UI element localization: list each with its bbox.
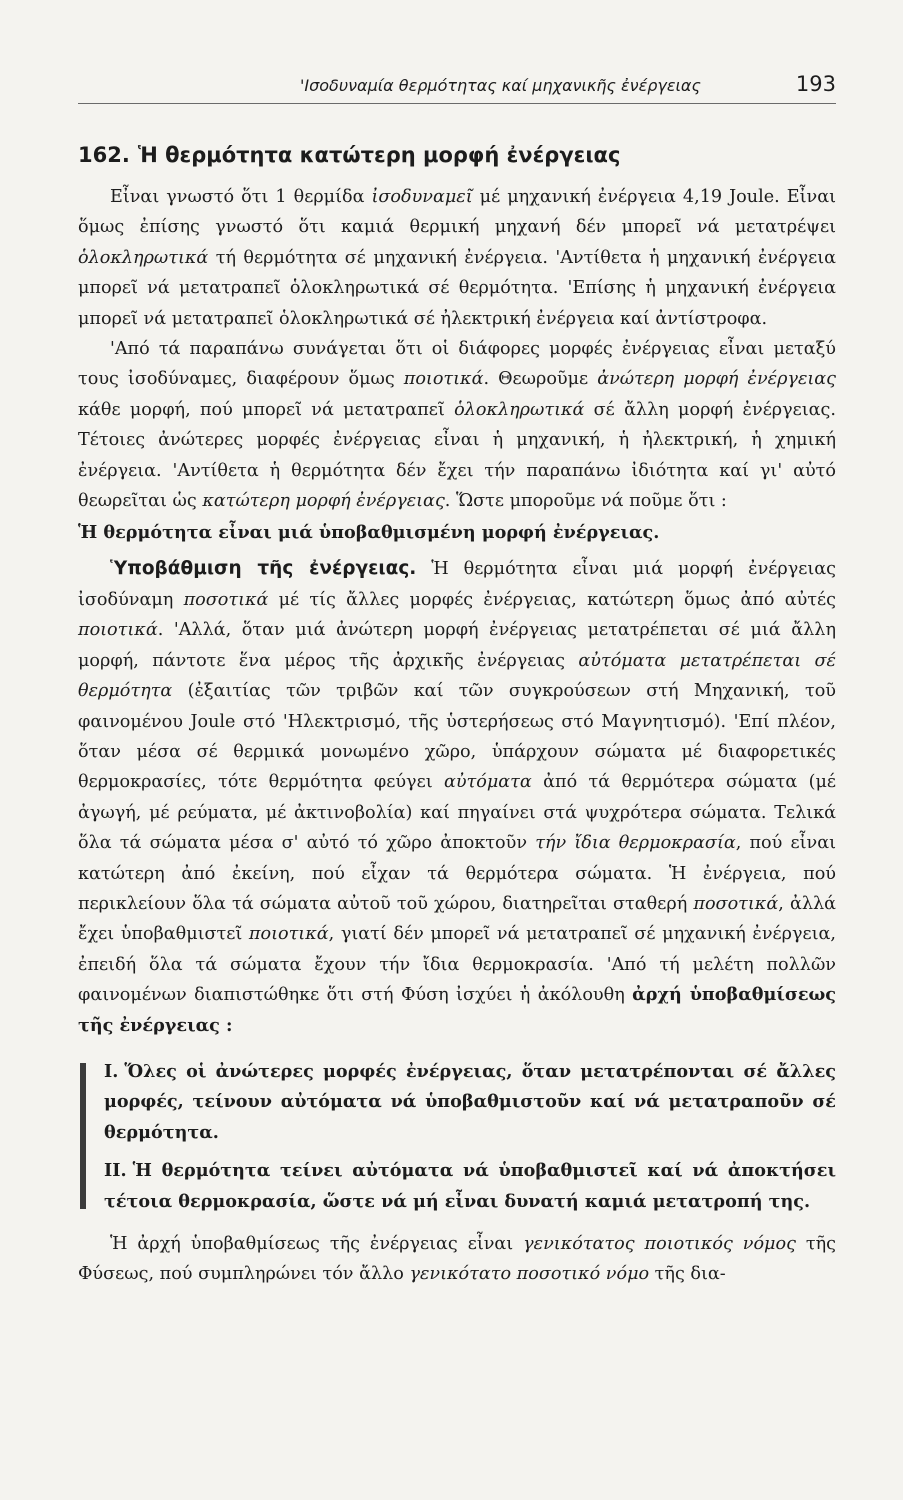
text-run: Ἡ ἀρχή ὑποβαθμίσεως τῆς ἐνέργειας εἶναι	[110, 1234, 524, 1254]
emphasis: ποσοτικά	[693, 893, 779, 914]
paragraph-4	[78, 1229, 836, 1290]
text-run: . Ὥστε μποροῦμε νά ποῦμε ὅτι :	[444, 491, 727, 512]
running-title: 'Ισοδυναμία θερμότητας καί μηχανικῆς ἐνέργειας	[300, 76, 701, 95]
section-title: Ἡ θερμότητα κατώτερη μορφή ἐνέργειας	[137, 143, 621, 167]
law-number: I.	[104, 1060, 119, 1082]
page-body	[78, 140, 836, 1290]
section-number: 162.	[78, 143, 130, 167]
emphasis: κατώτερη μορφή ἐνέργειας	[202, 491, 445, 512]
text-run: μέ τίς ἄλλες μορφές ἐνέργειας, κατώτερη ὅμως ἀπό αὐτές	[268, 589, 836, 610]
paragraph-1	[78, 182, 836, 334]
law-text: Ὅλες οἱ ἀνώτερες μορφές ἐνέργειας, ὅταν μετατρέπονται σέ ἄλλες μορφές, τείνουν αὐτόματα νά ὑποβαθμιστοῦν καί νά μετατραποῦν σέ θερμότητα.	[104, 1060, 836, 1143]
law-item-2	[104, 1156, 836, 1217]
law-text: Ἡ θερμότητα τείνει αὐτόματα νά ὑποβαθμιστεῖ καί νά ἀποκτήσει τέτοια θερμοκρασία, ὥστε νά μή εἶναι δυνατή καμιά μετατροπή της.	[104, 1160, 836, 1212]
subheading: Ὑποβάθμιση τῆς ἐνέργειας.	[110, 558, 417, 580]
text-run: ἀπό τά θερμότερα σώματα (μέ ἀγωγή, μέ ρεύματα, μέ ἀκτινοβολία) καί πηγαίνει στά ψυχρότερα σώματα. Τελικά ὅλα τά σώματα μέσα σ' αὐτό τό χῶρο ἀποκτοῦν	[78, 772, 836, 854]
text-run: . Θεωροῦμε	[483, 369, 598, 390]
text-run: τῆς δια-	[649, 1264, 726, 1285]
text-run: κάθε μορφή, πού μπορεῖ νά μετατραπεῖ	[78, 399, 455, 420]
paragraph-3	[78, 554, 836, 1041]
text-run: , πού εἶναι κατώτερη ἀπό ἐκείνη, πού εἶχαν τά θερμότερα σώματα. Ἡ ἐνέργεια, πού περικλείουν ὅλα τά σώματα αὐτοῦ τοῦ χώρου, διατηρεῖται σταθερή	[78, 833, 836, 914]
law-item-1	[104, 1057, 836, 1148]
text-run: , ἀλλά ἔχει ὑποβαθμιστεῖ	[78, 893, 837, 945]
text-run: , γιατί δέν μπορεῖ νά μετατραπεῖ σέ μηχανική ἐνέργεια, ἐπειδή ὅλα τά σώματα ἔχουν τήν ἴδια θερμοκρασία. 'Από τή μελέτη πολλῶν φαινομένων διαπιστώθηκε ὅτι στή Φύση ἰσχύει ἡ ἀκόλουθη	[78, 924, 836, 1006]
text-run: Εἶναι γνωστό ὅτι 1 θερμίδα	[110, 187, 372, 207]
text-run: σέ ἄλλη μορφή ἐνέργειας. Τέτοιες ἀνώτερες μορφές ἐνέργειας εἶναι ἡ μηχανική, ἡ ἠλεκτρική, ἡ χημική ἐνέργεια. 'Αντίθετα ἡ θερμότητα δέν ἔχει τήν παραπάνω ἰδιότητα καί γι' αὐτό θεωρεῖται ὡς	[78, 399, 837, 512]
text-run: Ἡ θερμότητα εἶναι μιά μορφή ἐνέργειας ἰσοδύναμη	[78, 559, 836, 610]
emphasis: ποιοτικά	[78, 620, 158, 641]
emphasis: τήν ἴδια θερμοκρασία	[535, 833, 736, 854]
emphasis: ποιοτικά	[248, 924, 329, 945]
law-number: II.	[104, 1160, 127, 1182]
text-run: 'Από τά παραπάνω συνάγεται ὅτι οἱ διάφορες μορφές ἐνέργειας εἶναι μεταξύ τους ἰσοδύναμες, διαφέρουν ὅμως	[78, 339, 836, 390]
emphasis: ποιοτικά	[403, 369, 484, 390]
emphasis: γενικότατο ποσοτικό νόμο	[409, 1264, 650, 1285]
principle-name: ἀρχή ὑποβαθμίσεως τῆς ἐνέργειας :	[78, 984, 836, 1036]
text-run: . 'Αλλά, ὅταν μιά ἀνώτερη μορφή ἐνέργειας μετατρέπεται σέ μιά ἄλλη μορφή, πάντοτε ἕνα μέρος τῆς ἀρχικῆς ἐνέργειας	[78, 620, 836, 671]
emphasis: ἰσοδυναμεῖ	[371, 187, 473, 207]
text-run: μέ μηχανική ἐνέργεια 4,19 Joule. Εἶναι ὅμως ἐπίσης γνωστό ὅτι καμιά θερμική μηχανή δέν μπορεῖ νά μετατρέψει	[78, 187, 836, 238]
running-header	[300, 72, 836, 96]
emphasis: ὁλοκληρωτικά	[454, 399, 585, 420]
paragraph-2	[78, 334, 836, 516]
principle-laws	[78, 1057, 836, 1217]
page-number: 193	[795, 72, 836, 96]
emphasis: αὐτόματα μετατρέπεται σέ θερμότητα	[78, 650, 836, 702]
text-run: τή θερμότητα σέ μηχανική ἐνέργεια. 'Αντίθετα ἡ μηχανική ἐνέργεια μπορεῖ νά μετατραπεῖ ὁλοκληρωτικά σέ θερμότητα. 'Επίσης ἡ μηχανική ἐνέργεια μπορεῖ νά μετατραπεῖ ὁλοκληρωτικά σέ ἠλεκτρική ἐνέργεια καί ἀντίστροφα.	[78, 247, 836, 329]
emphasis: ὁλοκληρωτικά	[78, 247, 209, 268]
key-statement: Ἡ θερμότητα εἶναι μιά ὑποβαθμισμένη μορφή ἐνέργειας.	[78, 522, 660, 544]
margin-bar	[80, 1063, 86, 1209]
header-rule	[78, 103, 836, 104]
emphasis: αὐτόματα	[443, 772, 532, 793]
emphasis: ἀνώτερη μορφή ἐνέργειας	[597, 369, 837, 390]
text-run: (ἐξαιτίας τῶν τριβῶν καί τῶν συγκρούσεων στή Μηχανική, τοῦ φαινομένου Joule στό 'Ηλεκτρισμό, τῆς ὑστερήσεως στό Μαγνητισμό). 'Επί πλέον, ὅταν μέσα σέ θερμικά μονωμένο χῶρο, ὑπάρχουν σώματα μέ διαφορετικές θερμοκρασίες, τότε θερμότητα φεύγει	[78, 681, 836, 793]
text-run: τῆς Φύσεως, πού συμπληρώνει τόν ἄλλο	[78, 1234, 836, 1285]
emphasis: ποσοτικά	[183, 589, 269, 610]
section-heading	[78, 140, 836, 170]
emphasis: γενικότατος ποιοτικός νόμος	[523, 1234, 796, 1254]
